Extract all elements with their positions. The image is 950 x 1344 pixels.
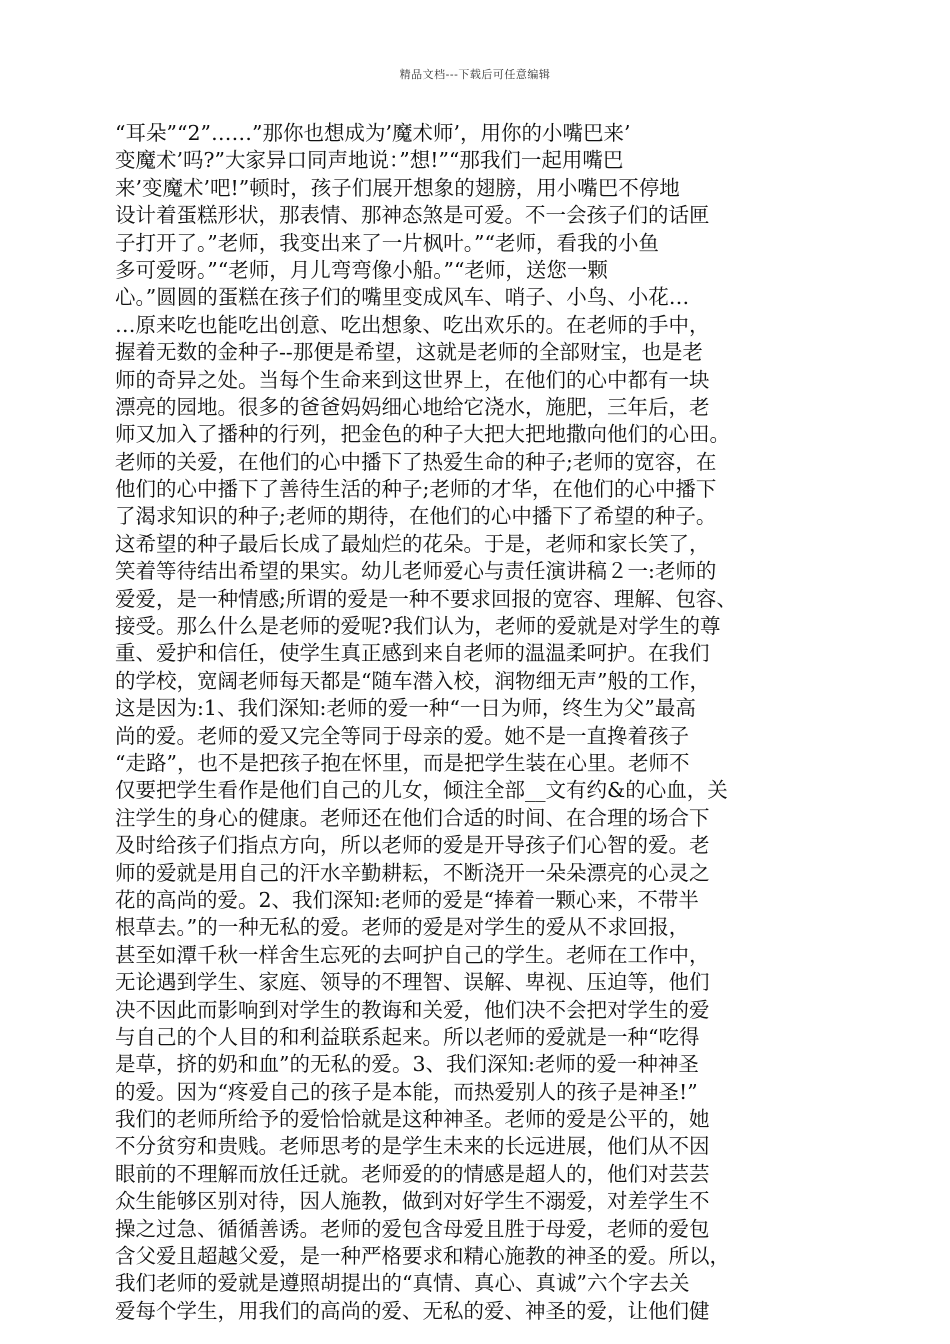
text-line: 师又加入了播种的行列，把金色的种子大把大把地撒向他们的心田。: [115, 422, 730, 447]
document-body: [115, 120, 835, 1325]
text-line: 注学生的身心的健康。老师还在他们合适的时间、在合理的场合下: [115, 805, 710, 830]
text-line: 设计着蛋糕形状，那表情、那神态煞是可爱。不一会孩子们的话匣: [115, 203, 710, 228]
text-line: 与自己的个人目的和利益联系起来。所以老师的爱就是一种“吃得: [115, 1024, 700, 1049]
text-line: 及时给孩子们指点方向，所以老师的爱是开导孩子们心智的爱。老: [115, 833, 710, 858]
text-line: 重、爱护和信任，使学生真正感到来自老师的温温柔呵护。在我们: [115, 641, 710, 666]
text-line: 师的奇异之处。当每个生命来到这世界上，在他们的心中都有一块: [115, 367, 710, 392]
text-line: 含父爱且超越父爱，是一种严格要求和精心施教的神圣的爱。所以，: [115, 1244, 730, 1269]
text-line: 多可爱呀。”“老师，月儿弯弯像小船。”“老师，送您一颗: [115, 257, 608, 282]
text-line: 了渴求知识的种子;老师的期待，在他们的心中播下了希望的种子。: [115, 504, 717, 529]
text-line: 是草，挤的奶和血”的无私的爱。3、我们深知:老师的爱一种神圣: [115, 1052, 699, 1077]
text-line: 根草去。”的一种无私的爱。老师的爱是对学生的爱从不求回报，: [115, 915, 690, 940]
text-line: 的学校，宽阔老师每天都是“随车潜入校，润物细无声”般的工作，: [115, 668, 710, 693]
text-line: 漂亮的园地。很多的爸爸妈妈细心地给它浇水，施肥，三年后，老: [115, 394, 710, 419]
text-line: 老师的关爱，在他们的心中播下了热爱生命的种子;老师的宽容，在: [115, 449, 717, 474]
text-line: 我们的老师所给予的爱恰恰就是这种神圣。老师的爱是公平的，她: [115, 1107, 710, 1132]
text-line: 甚至如潭千秋一样舍生忘死的去呵护自己的学生。老师在工作中，: [115, 942, 710, 967]
text-line: 接受。那么什么是老师的爱呢?我们认为，老师的爱就是对学生的尊: [115, 614, 721, 639]
text-line: 决不因此而影响到对学生的教诲和关爱，他们决不会把对学生的爱: [115, 997, 710, 1022]
text-line: 爱爱，是一种情感;所谓的爱是一种不要求回报的宽容、理解、包容、: [115, 586, 737, 611]
text-line: “耳朵”“2”……”那你也想成为’魔术师’，用你的小嘴巴来’: [115, 121, 631, 145]
text-line: 变魔术’吗?”大家异口同声地说：”想!”“那我们一起用嘴巴: [115, 148, 624, 173]
text-line: 尚的爱。老师的爱又完全等同于母亲的爱。她不是一直搀着孩子: [115, 723, 689, 748]
text-line: 仅要把学生看作是他们自己的儿女，倾注全部__文有约&的心血，关: [115, 778, 728, 803]
text-line: 花的高尚的爱。2、我们深知:老师的爱是“捧着一颗心来，不带半: [115, 887, 699, 912]
text-line: 的爱。因为“疼爱自己的孩子是本能，而热爱别人的孩子是神圣!”: [115, 1079, 698, 1104]
text-line: 他们的心中播下了善待生活的种子;老师的才华，在他们的心中播下: [115, 477, 717, 502]
text-line: …原来吃也能吃出创意、吃出想象、吃出欢乐的。在老师的手中，: [115, 312, 710, 337]
text-line: 笑着等待结出希望的果实。幼儿老师爱心与责任演讲稿２一:老师的: [115, 559, 717, 584]
text-line: 握着无数的金种子--那便是希望，这就是老师的全部财宝，也是老: [115, 340, 703, 365]
text-line: 这希望的种子最后长成了最灿烂的花朵。于是，老师和家长笑了，: [115, 531, 710, 556]
text-line: 众生能够区别对待，因人施教，做到对好学生不溺爱，对差学生不: [115, 1189, 710, 1214]
text-line: 子打开了。”老师，我变出来了一片枫叶。”“老师，看我的小鱼: [115, 230, 659, 255]
text-line: 不分贫穷和贵贱。老师思考的是学生未来的长远进展，他们从不因: [115, 1134, 710, 1159]
text-line: 师的爱就是用自己的汗水辛勤耕耘，不断浇开一朵朵漂亮的心灵之: [115, 860, 710, 885]
text-line: 操之过急、循循善诱。老师的爱包含母爱且胜于母爱，老师的爱包: [115, 1216, 710, 1241]
text-line: 心。”圆圆的蛋糕在孩子们的嘴里变成风车、哨子、小鸟、小花…: [115, 285, 690, 310]
text-line: 来’变魔术’吧!”顿时，孩子们展开想象的翅膀，用小嘴巴不停地: [115, 175, 680, 200]
text-line: 爱每个学生，用我们的高尚的爱、无私的爱、神圣的爱，让他们健: [115, 1298, 710, 1323]
text-line: 眼前的不理解而放任迁就。老师爱的的情感是超人的，他们对芸芸: [115, 1161, 710, 1186]
text-line: 我们老师的爱就是遵照胡提出的“真情、真心、真诚”六个字去关: [115, 1271, 690, 1296]
page-header: 精品文档---下载后可任意编辑: [399, 68, 551, 81]
text-line: “走路”，也不是把孩子抱在怀里，而是把学生装在心里。老师不: [115, 750, 690, 775]
text-line: 无论遇到学生、家庭、领导的不理智、误解、卑视、压迫等，他们: [115, 970, 710, 995]
text-line: 这是因为:1、我们深知:老师的爱一种“一日为师，终生为父”最高: [115, 696, 696, 721]
